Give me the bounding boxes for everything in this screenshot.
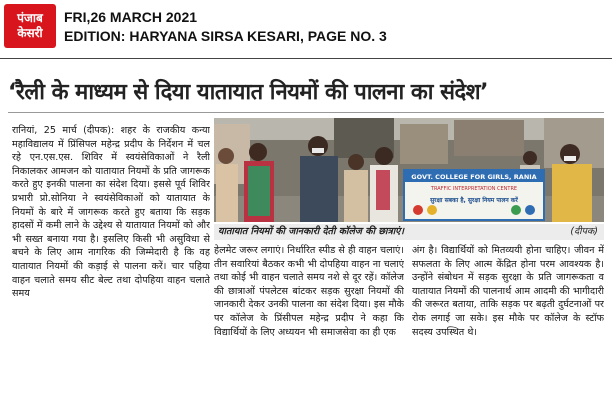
edition-header bbox=[64, 8, 604, 46]
publication-date: FRI,26 MARCH 2021 bbox=[64, 9, 198, 25]
banner-line-3: सुरक्षा सबका है, सुरक्षा नियम पालन करें bbox=[430, 197, 518, 204]
article-column-3: अंग है। विद्यार्थियों को मितव्ययी होना चाहिए। जीवन में सफलता के लिए आत्म केंद्रित होना परम आवश्यक है। उन्होंने संबोधन में सड़क सुरक्षा के प्रति जागरूकता व यातायात नियमों की पालनार्थ आम आदमी की भागीदारी की जरूरत बताया, ताकि सड़क पर बढ़ती दुर्घटनाओं पर रोक लगाई जा सके। इस मौके पर कॉलेज के स्टॉफ सदस्य उपस्थित थे। bbox=[412, 245, 604, 338]
article-photo bbox=[214, 118, 604, 222]
rally-banner bbox=[404, 170, 544, 220]
edition-info: EDITION: HARYANA SIRSA KESARI, PAGE NO. 3 bbox=[64, 28, 387, 44]
article-column-1-text: शहर के राजकीय कन्या महाविद्यालय में प्रिंसिपल महेन्द्र प्रदीप के निर्देशन में चल रहे एन.एस.एस. शिविर में स्वयंसेविकाओं ने रैली निकालकर आमजन को यातायात नियमों के प्रति जागरूक करते हुए इनकी पालना का संदेश दिया। इससे पूर्व शिविर प्रभारी प्रो.सोनिया ने स्वयंसेविकाओं को यातायात के नियमों के बारे में जागरूक करते हुए बताया कि सड़क हादसों में कमी लाने के उद्देश्य से यातायात नियमों को और भी सख्त बनाया गया है। इसलिए किसी भी असुविधा से बचने के लिए आम नागरिक की जिम्मेदारी है कि वह यातायात नियमों की कड़ाई से पालना करें। चार पहिया वाहन चलाते समय सीट बेल्ट तथा दोपहिया वाहन चलाते समय bbox=[12, 125, 210, 300]
article-headline: ‘रैली के माध्यम से दिया यातायात नियमों की पालना का संदेश’ bbox=[8, 80, 489, 105]
article-column-2: हेलमेट जरूर लगाएं। निर्धारित स्पीड से ही वाहन चलाएं। तीन सवारियां बैठकर कभी भी दोपहिया वाहन ना चलाएं तथा कोई भी वाहन चलाते समय नशे से दूर रहें। कॉलेज की छात्राओं पंपलेटस बांटकर सड़क सुरक्षा नियमों की जानकारी देकर उनकी पालना का संदेश दिया। इस मौके पर कॉलेज के प्रिंसीपल महेन्द्र प्रदीप ने कहा कि विद्यार्थियों के लिए अध्ययन भी समाजसेवा का ही एक bbox=[214, 245, 404, 338]
photo-caption-bar bbox=[214, 224, 604, 240]
photo-caption: यातायात नियमों की जानकारी देती कॉलेज की छात्राएं। bbox=[218, 226, 405, 237]
rally-photo-illustration bbox=[214, 118, 604, 222]
headline-divider bbox=[8, 112, 604, 113]
newspaper-logo bbox=[4, 4, 56, 48]
logo-line-1: पंजाब bbox=[17, 11, 43, 25]
article-column-1 bbox=[12, 124, 210, 406]
photo-credit: (दीपक) bbox=[570, 226, 598, 237]
banner-line-1: GOVT. COLLEGE FOR GIRLS, RANIA bbox=[411, 173, 537, 181]
header-divider bbox=[0, 58, 612, 59]
article-dateline: रानियां, 25 मार्च (दीपक): bbox=[12, 125, 115, 136]
logo-line-2: केसरी bbox=[17, 26, 43, 40]
banner-line-2: TRAFFIC INTERPRETATION CENTRE bbox=[430, 186, 518, 192]
